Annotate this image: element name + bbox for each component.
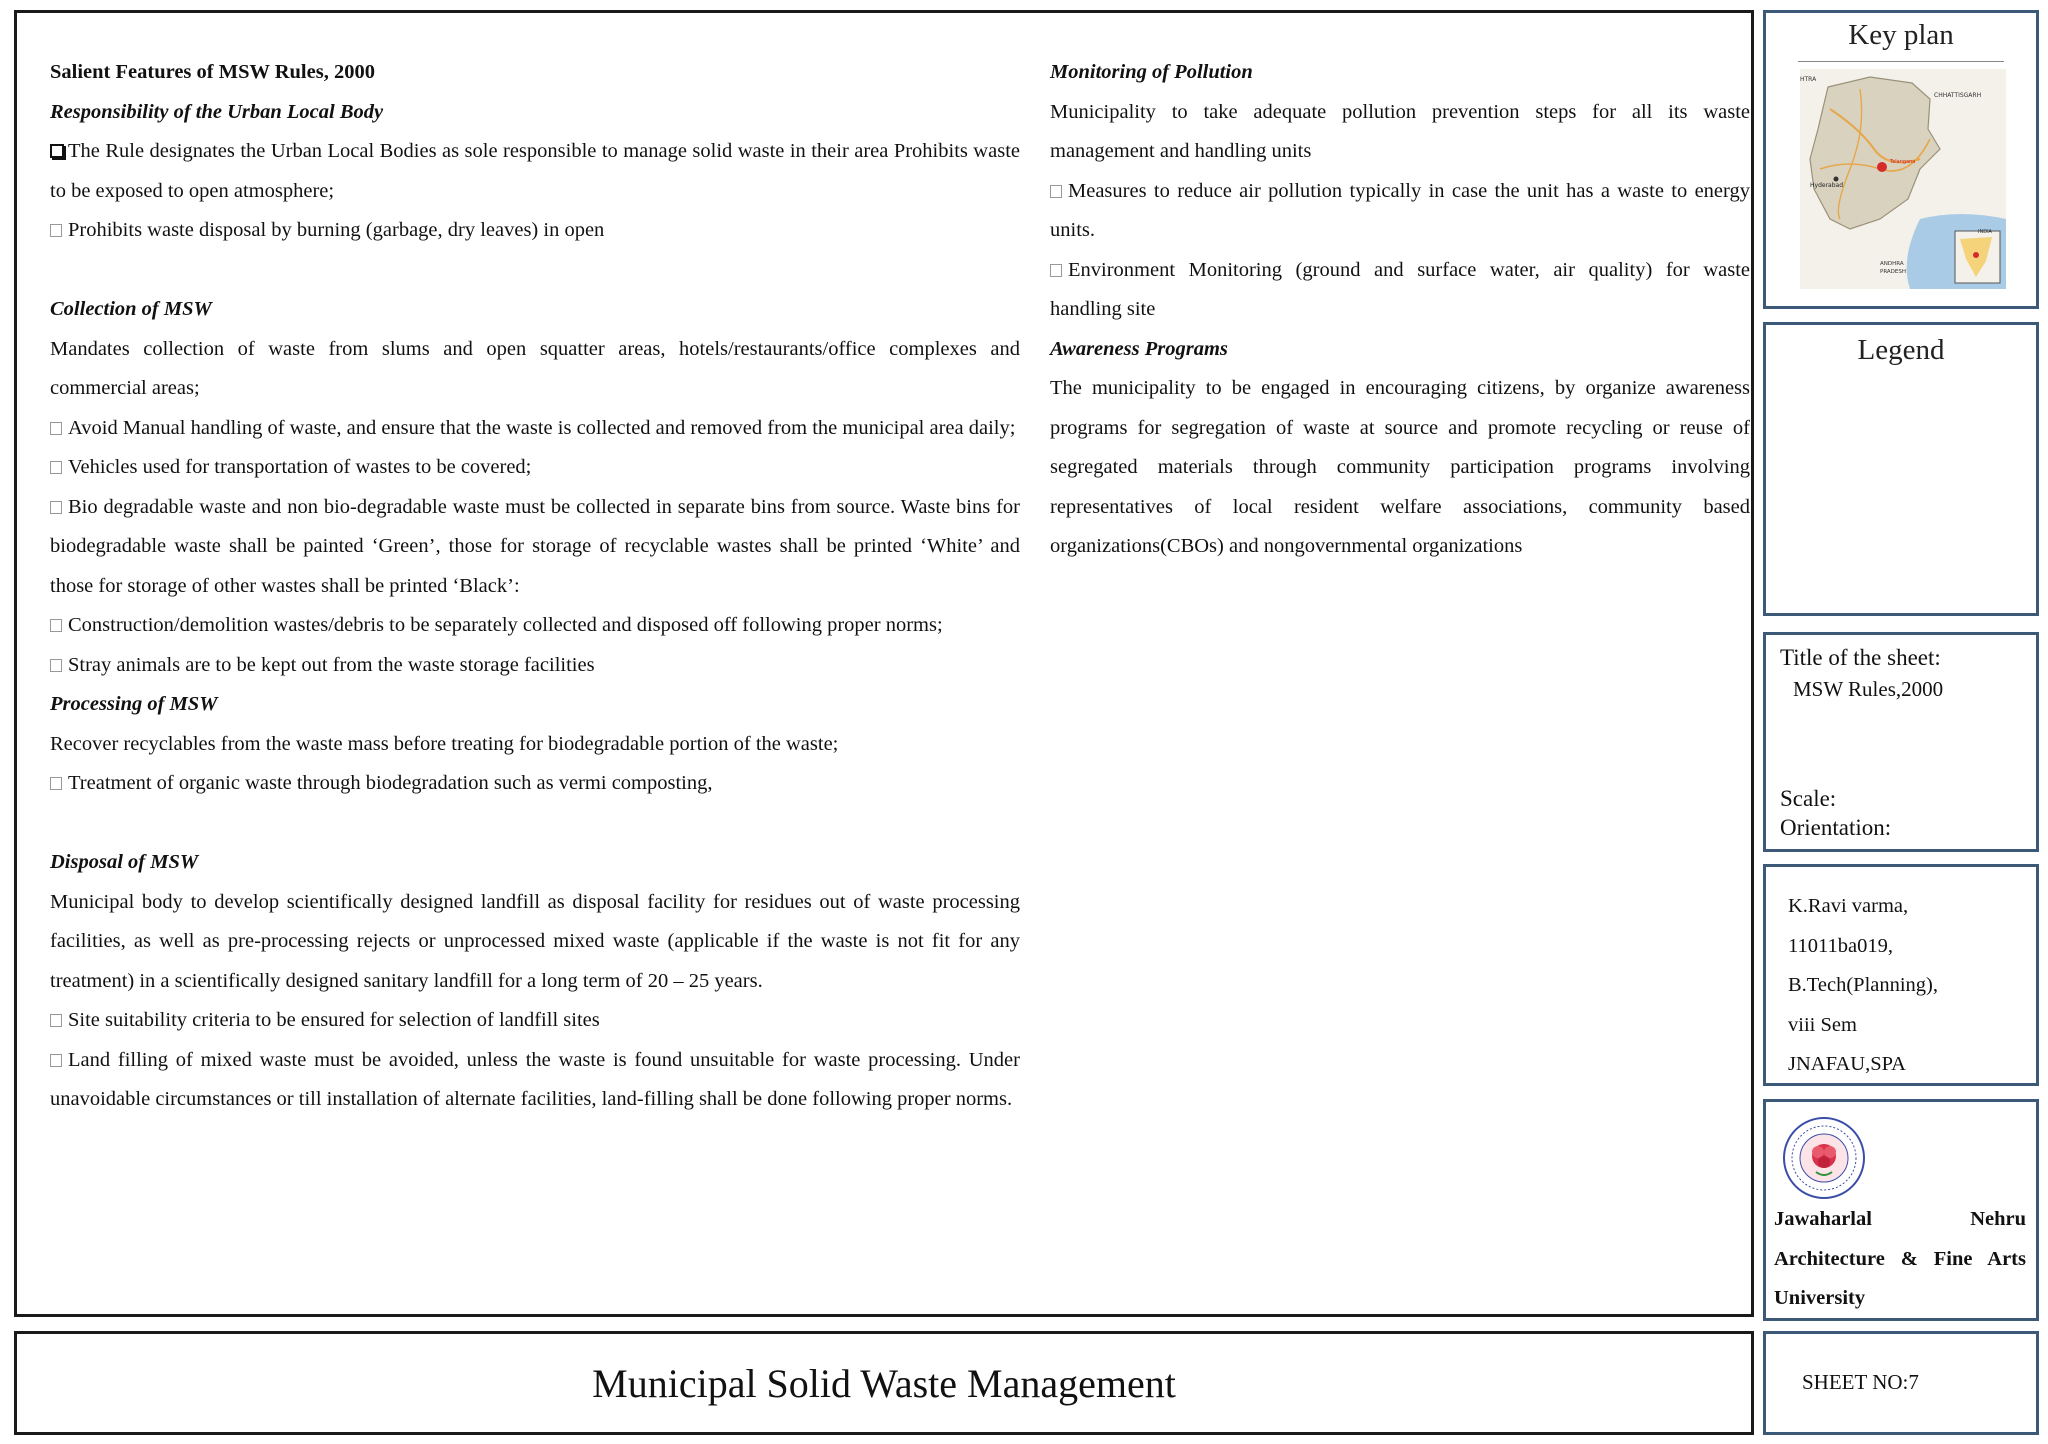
spacer bbox=[50, 251, 1020, 291]
map-label-marker: Telangana bbox=[1890, 159, 1916, 165]
author-line: K.Ravi varma, bbox=[1788, 895, 1909, 917]
text: Municipal body to develop scientifically designed landfill as disposal facility for residues out of waste processing facilities, as well as pre-processing rejects or unprocessed mixed waste (applicable if the waste is not fit for any treatment) in a scientifically designed sanitary landfill for a long term of 20 – 25 years. bbox=[50, 890, 1020, 992]
text: Treatment of organic waste through biodegradation such as vermi composting, bbox=[68, 772, 713, 794]
author-line: B.Tech(Planning), bbox=[1788, 974, 1939, 996]
text: Disposal of MSW bbox=[50, 851, 199, 873]
bullet-box-icon bbox=[50, 1014, 62, 1027]
text: Measures to reduce air pollution typically in case the unit has a waste to energy units. bbox=[1050, 179, 1750, 241]
bullet-box-icon bbox=[50, 619, 62, 632]
spacer bbox=[50, 804, 1020, 844]
orientation-label: Orientation: bbox=[1780, 815, 1892, 840]
paragraph bbox=[50, 883, 1020, 1002]
author-line: viii Sem bbox=[1788, 1013, 1857, 1036]
bullet-item bbox=[50, 448, 1020, 488]
paragraph bbox=[50, 330, 1020, 409]
checkbox-bullet-icon bbox=[50, 144, 64, 158]
scale-label: Scale: bbox=[1780, 786, 1837, 811]
text: Mandates collection of waste from slums and open squatter areas, hotels/restaurants/office complexes and commercial areas; bbox=[50, 337, 1020, 399]
bullet-item bbox=[50, 1001, 1020, 1041]
bullet-item bbox=[50, 764, 1020, 804]
section-heading bbox=[1050, 330, 1750, 370]
text: Vehicles used for transportation of wastes to be covered; bbox=[68, 456, 532, 478]
map-label-top-right: CHHATTISGARH bbox=[1934, 92, 1982, 99]
legend-heading: Legend bbox=[1857, 334, 1945, 366]
bullet-item bbox=[50, 606, 1020, 646]
bullet-item bbox=[50, 132, 1020, 211]
bullet-box-icon bbox=[50, 422, 62, 435]
text: The Rule designates the Urban Local Bodies as sole responsible to manage solid waste in their area Prohibits waste to be exposed to open atmosphere; bbox=[50, 140, 1020, 202]
text: Prohibits waste disposal by burning (garbage, dry leaves) in open bbox=[68, 219, 605, 241]
key-plan-divider bbox=[1798, 61, 2004, 62]
title-bar bbox=[14, 1331, 1754, 1435]
map-label-inset: INDIA bbox=[1978, 229, 1992, 235]
text: Recover recyclables from the waste mass before treating for biodegradable portion of the waste; bbox=[50, 732, 839, 755]
author-details bbox=[1788, 887, 1938, 1085]
section-heading bbox=[50, 685, 1020, 725]
text: Avoid Manual handling of waste, and ensure that the waste is collected and removed from the municipal area daily; bbox=[68, 416, 1016, 439]
bullet-box-icon bbox=[1050, 264, 1062, 277]
paragraph bbox=[1050, 369, 1750, 567]
text: Environment Monitoring (ground and surface water, air quality) for waste handling site bbox=[1050, 258, 1750, 320]
author-line: 11011ba019, bbox=[1788, 934, 1893, 957]
author-line: JNAFAU,SPA bbox=[1788, 1053, 1906, 1075]
page-title: Municipal Solid Waste Management bbox=[592, 1361, 1176, 1406]
bullet-item bbox=[50, 1041, 1020, 1120]
text: Bio degradable waste and non bio-degradable waste must be collected in separate bins from source. Waste bins for biodegradable waste shall be painted ‘Green’, those for storage of recyclable wastes shall be printed ‘White’ and those for storage of other wastes shall be printed ‘Black’: bbox=[50, 495, 1020, 597]
sheet-title-value: MSW Rules,2000 bbox=[1793, 677, 1944, 701]
bullet-box-icon bbox=[50, 461, 62, 474]
bullet-box-icon bbox=[50, 1054, 62, 1067]
bullet-item bbox=[50, 488, 1020, 607]
text: Salient Features of MSW Rules, 2000 bbox=[50, 61, 375, 83]
text: Construction/demolition wastes/debris to be separately collected and disposed off following proper norms; bbox=[68, 614, 943, 636]
text: Site suitability criteria to be ensured for selection of landfill sites bbox=[68, 1009, 600, 1031]
bullet-item bbox=[1050, 251, 1750, 330]
section-heading bbox=[50, 290, 1020, 330]
university-name: Jawaharlal Nehru Architecture & Fine Arts University bbox=[1774, 1208, 2026, 1309]
bullet-box-icon bbox=[1050, 185, 1062, 198]
university-panel bbox=[1763, 1099, 2039, 1321]
legend-panel bbox=[1763, 322, 2039, 616]
key-plan-heading: Key plan bbox=[1848, 19, 1954, 51]
right-text-column bbox=[1050, 53, 1750, 567]
content-frame bbox=[14, 10, 1754, 1317]
text: Land filling of mixed waste must be avoided, unless the waste is found unsuitable for waste processing. Under unavoidable circumstances or till installation of alternate facilities, land-filling shall be done following proper norms. bbox=[50, 1048, 1020, 1110]
text: Monitoring of Pollution bbox=[1050, 61, 1253, 83]
bullet-box-icon bbox=[50, 659, 62, 672]
key-plan-map bbox=[1800, 69, 2006, 289]
text: Awareness Programs bbox=[1050, 337, 1228, 360]
bullet-item bbox=[50, 646, 1020, 686]
sheet-title-label: Title of the sheet: bbox=[1780, 645, 1941, 670]
paragraph bbox=[50, 725, 1020, 765]
text: Processing of MSW bbox=[50, 693, 218, 715]
text: Collection of MSW bbox=[50, 298, 212, 320]
map-label-bottom2: PRADESH bbox=[1880, 269, 1907, 275]
section-heading bbox=[50, 93, 1020, 133]
map-label-bottom: ANDHRA bbox=[1880, 261, 1904, 267]
sheet-number: SHEET NO:7 bbox=[1802, 1370, 1919, 1394]
bullet-box-icon bbox=[50, 777, 62, 790]
sheet-number-panel bbox=[1763, 1331, 2039, 1435]
text: Municipality to take adequate pollution prevention steps for all its waste management and handling units bbox=[1050, 100, 1750, 162]
sheet-title-panel bbox=[1763, 632, 2039, 852]
bullet-item bbox=[50, 409, 1020, 449]
bullet-box-icon bbox=[50, 224, 62, 237]
author-panel bbox=[1763, 864, 2039, 1086]
text: Responsibility of the Urban Local Body bbox=[50, 100, 384, 123]
bullet-box-icon bbox=[50, 501, 62, 514]
bullet-item bbox=[50, 211, 1020, 251]
key-plan-panel bbox=[1763, 10, 2039, 309]
text: Stray animals are to be kept out from the waste storage facilities bbox=[68, 653, 595, 676]
university-logo-icon bbox=[1782, 1116, 1866, 1200]
map-label-left: HTRA bbox=[1800, 76, 1817, 83]
bullet-item bbox=[1050, 172, 1750, 251]
map-label-city: Hyderabad bbox=[1810, 182, 1843, 189]
paragraph bbox=[1050, 93, 1750, 172]
text: The municipality to be engaged in encouraging citizens, by organize awareness programs for segregation of waste at source and promote recycling or reuse of segregated materials through community participation programs involving representatives of local resident welfare associations, community based organizations(CBOs) and nongovernmental organizations bbox=[1050, 377, 1750, 557]
section-heading bbox=[50, 53, 1020, 93]
section-heading bbox=[50, 843, 1020, 883]
left-text-column bbox=[50, 53, 1020, 1120]
section-heading bbox=[1050, 53, 1750, 93]
